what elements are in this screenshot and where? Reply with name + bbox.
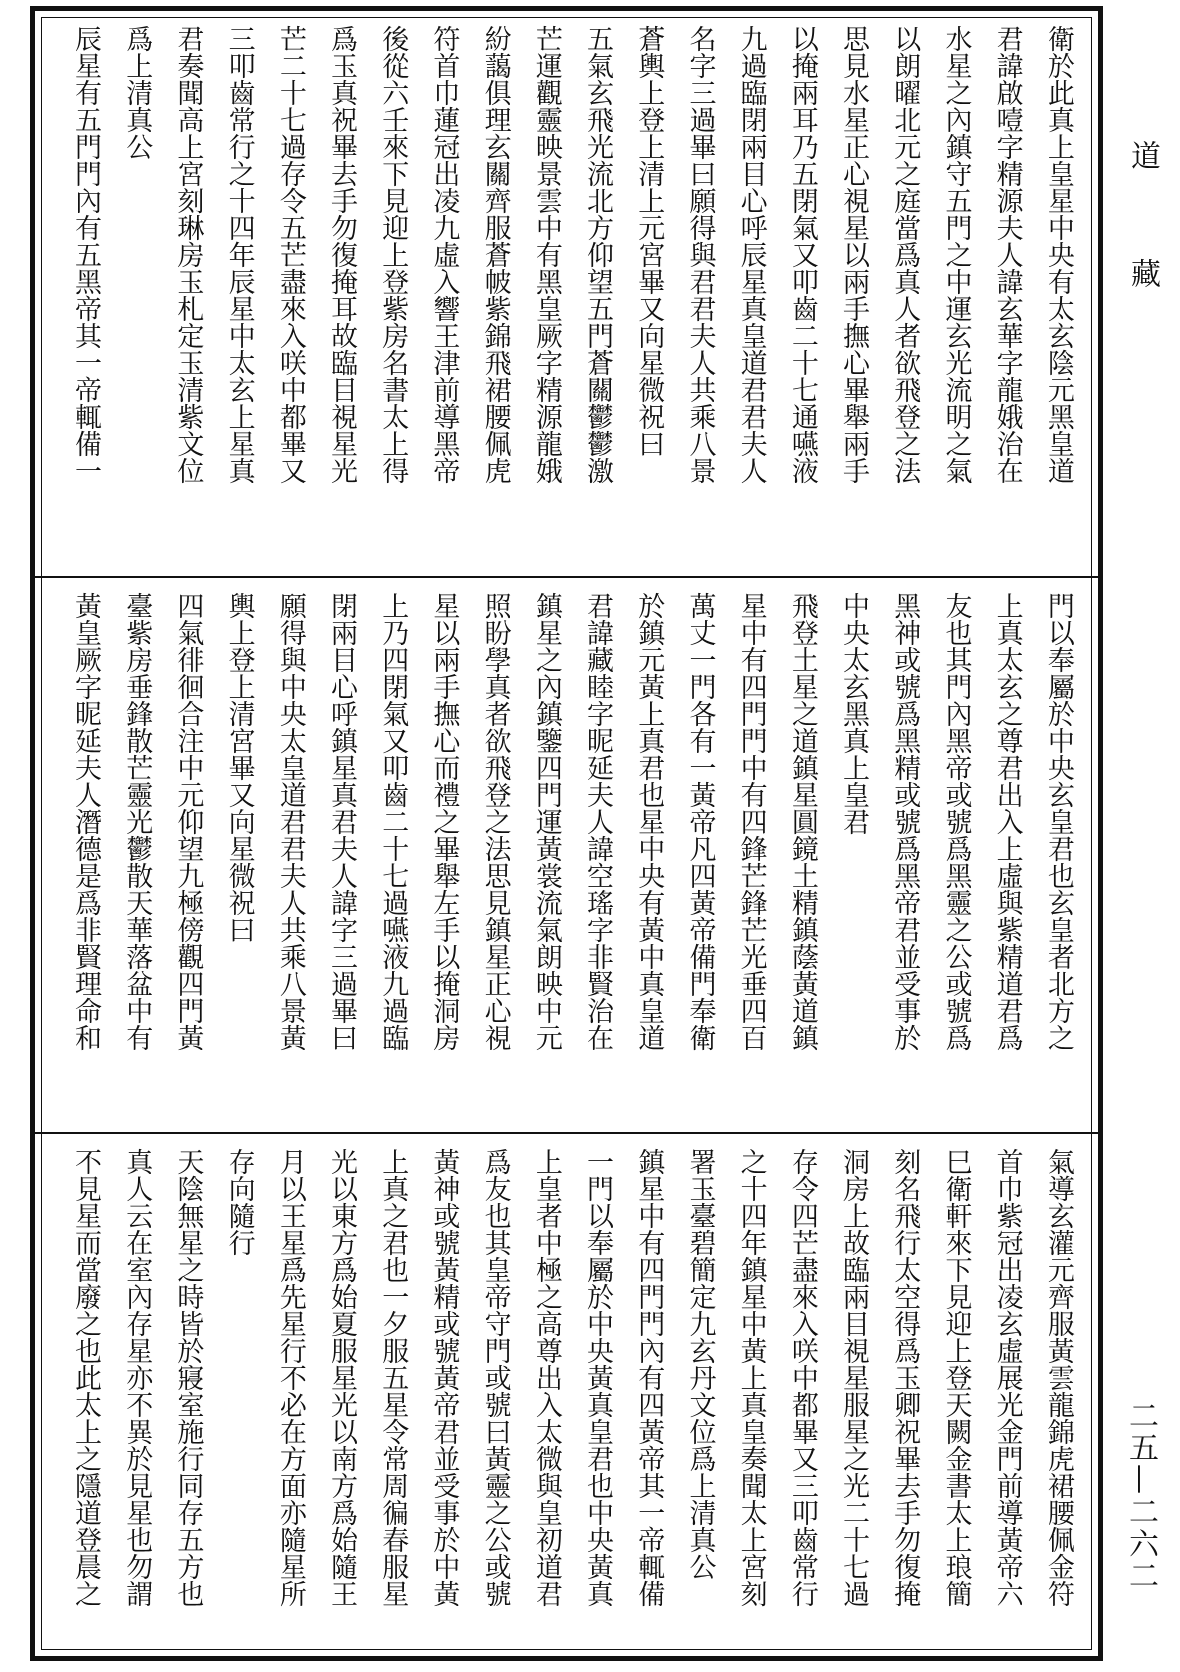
- text-panel-upper: [35, 11, 1098, 576]
- text-column: 照盼學真者欲飛登之法思見鎮星正心視: [479, 592, 511, 1051]
- text-column: 符首巾蓮冠出凌九虛入響王津前導黑帝: [428, 25, 460, 484]
- text-column: 萬丈一門各有一黃帝凡四黃帝備門奉衛: [684, 592, 716, 1051]
- text-column: 存向隨行: [223, 1148, 255, 1256]
- text-column: 星以兩手撫心而禮之畢舉左手以掩洞房: [428, 592, 460, 1051]
- text-column: 君諱啟噎字精源夫人諱玄華字龍娥治在: [991, 25, 1023, 484]
- text-column: 紛藹俱理玄關齊服蒼帔紫錦飛裙腰佩虎: [479, 25, 511, 484]
- text-column: 臺紫房垂鋒散芒靈光鬱散天華落盆中有: [121, 592, 153, 1051]
- text-column: 署玉臺碧簡定九玄丹文位爲上清真公: [684, 1148, 716, 1580]
- text-column: 星中有四門門中有四鋒芒鋒芒光垂四百: [735, 592, 767, 1051]
- text-column: 君諱藏睦字昵延夫人諱空瑤字非賢治在: [582, 592, 614, 1051]
- text-column: 鎮星中有四門門內有四黃帝其一帝輒備: [633, 1148, 665, 1607]
- text-column: 洞房上故臨兩目視星服星之光二十七過: [838, 1148, 870, 1607]
- text-column: 辰星有五門門內有五黑帝其一帝輒備一: [70, 25, 101, 484]
- text-column: 友也其門內黑帝或號爲黑靈之公或號爲: [940, 592, 972, 1051]
- text-column: 爲友也其皇帝守門或號曰黃靈之公或號: [479, 1148, 511, 1607]
- text-column: 光以東方爲始夏服星光以南方爲始隨王: [326, 1148, 358, 1607]
- column-group: [65, 1148, 1078, 1651]
- text-column: 後從六壬來下見迎上登紫房名書太上得: [377, 25, 409, 484]
- text-column: 爲玉真祝畢去手勿復掩耳故臨目視星光: [326, 25, 358, 484]
- text-column: 真人云在室內存星亦不異於見星也勿謂: [121, 1148, 153, 1607]
- page-number: 二五—二六二: [1123, 1400, 1158, 1592]
- text-column: 鎮星之內鎮鑒四門運黃裳流氣朗映中元: [530, 592, 562, 1051]
- text-column: 巳衛軒來下見迎上登天闕金書太上琅簡: [940, 1148, 972, 1607]
- text-column: 五氣玄飛光流北方仰望五門蒼關鬱鬱激: [582, 25, 614, 484]
- text-column: 水星之內鎮守五門之中運玄光流明之氣: [940, 25, 972, 484]
- text-column: 名字三過畢曰願得與君君夫人共乘八景: [684, 25, 716, 484]
- text-column: 爲上清真公: [121, 25, 153, 160]
- text-column: 思見水星正心視星以兩手撫心畢舉兩手: [838, 25, 870, 484]
- text-column: 一門以奉屬於中央黃真皇君也中央黃真: [582, 1148, 614, 1607]
- column-group: [65, 592, 1078, 1122]
- text-column: 黃神或號黃精或號黃帝君並受事於中黃: [428, 1148, 460, 1607]
- page-frame: [30, 6, 1103, 1661]
- text-column: 三叩齒常行之十四年辰星中太玄上星真: [223, 25, 255, 484]
- text-column: 黃皇厥字昵延夫人潛德是爲非賢理命和: [70, 592, 101, 1051]
- collection-title-zang: 藏: [1125, 258, 1160, 288]
- text-column: 氣導玄灌元齊服黃雲龍錦虎裙腰佩金符: [1042, 1148, 1074, 1607]
- text-column: 上真之君也一夕服五星令常周徧春服星: [377, 1148, 409, 1607]
- text-panel-lower: [35, 1134, 1098, 1661]
- text-column: 之十四年鎮星中黃上真皇奏聞太上宮刻: [735, 1148, 767, 1607]
- text-column: 首巾紫冠出凌玄虛展光金門前導黃帝六: [991, 1148, 1023, 1607]
- text-column: 於鎮元黃上真君也星中央有黃中真皇道: [633, 592, 665, 1051]
- text-column: 以朗曜北元之庭當爲真人者欲飛登之法: [889, 25, 921, 484]
- collection-title-dao: 道: [1125, 140, 1160, 170]
- text-column: 刻名飛行太空得爲玉卿祝畢去手勿復掩: [889, 1148, 921, 1607]
- text-column: 月以王星爲先星行不必在方面亦隨星所: [274, 1148, 306, 1607]
- text-column: 四氣徘徊合注中元仰望九極傍觀四門黃: [172, 592, 204, 1051]
- text-column: 上乃四閉氣又叩齒二十七過嚥液九過臨: [377, 592, 409, 1051]
- text-column: 存令四芒盡來入咲中都畢又三叩齒常行: [786, 1148, 818, 1607]
- text-column: 衛於此真上皇星中央有太玄陰元黑皇道: [1042, 25, 1074, 484]
- text-column: 願得與中央太皇道君君夫人共乘八景黃: [274, 592, 306, 1051]
- text-column: 門以奉屬於中央玄皇君也玄皇者北方之: [1042, 592, 1074, 1051]
- text-column: 蒼輿上登上清上元宮畢又向星微祝曰: [633, 25, 665, 457]
- text-column: 不見星而當廢之也此太上之隱道登晨之: [70, 1148, 101, 1607]
- text-column: 飛登土星之道鎮星圓鏡土精鎮蔭黃道鎮: [786, 592, 818, 1051]
- text-column: 以掩兩耳乃五閉氣又叩齒二十七通嚥液: [786, 25, 818, 484]
- text-column: 中央太玄黑真上皇君: [838, 592, 870, 835]
- text-column: 芒運觀靈映景雲中有黑皇厥字精源龍娥: [530, 25, 562, 484]
- text-column: 君奏聞高上宮刻琳房玉札定玉清紫文位: [172, 25, 204, 484]
- text-column: 九過臨閉兩目心呼辰星真皇道君君夫人: [735, 25, 767, 484]
- text-column: 閉兩目心呼鎮星真君夫人諱字三過畢曰: [326, 592, 358, 1051]
- column-group: [65, 25, 1078, 566]
- text-column: 天陰無星之時皆於寢室施行同存五方也: [172, 1148, 204, 1607]
- text-column: 芒二十七過存令五芒盡來入咲中都畢又: [274, 25, 306, 484]
- text-column: 上皇者中極之高尊出入太微與皇初道君: [530, 1148, 562, 1607]
- text-panel-middle: [35, 578, 1098, 1132]
- text-column: 輿上登上清宮畢又向星微祝曰: [223, 592, 255, 943]
- text-column: 上真太玄之尊君出入上虛與紫精道君爲: [991, 592, 1023, 1051]
- text-column: 黑神或號爲黑精或號爲黑帝君並受事於: [889, 592, 921, 1051]
